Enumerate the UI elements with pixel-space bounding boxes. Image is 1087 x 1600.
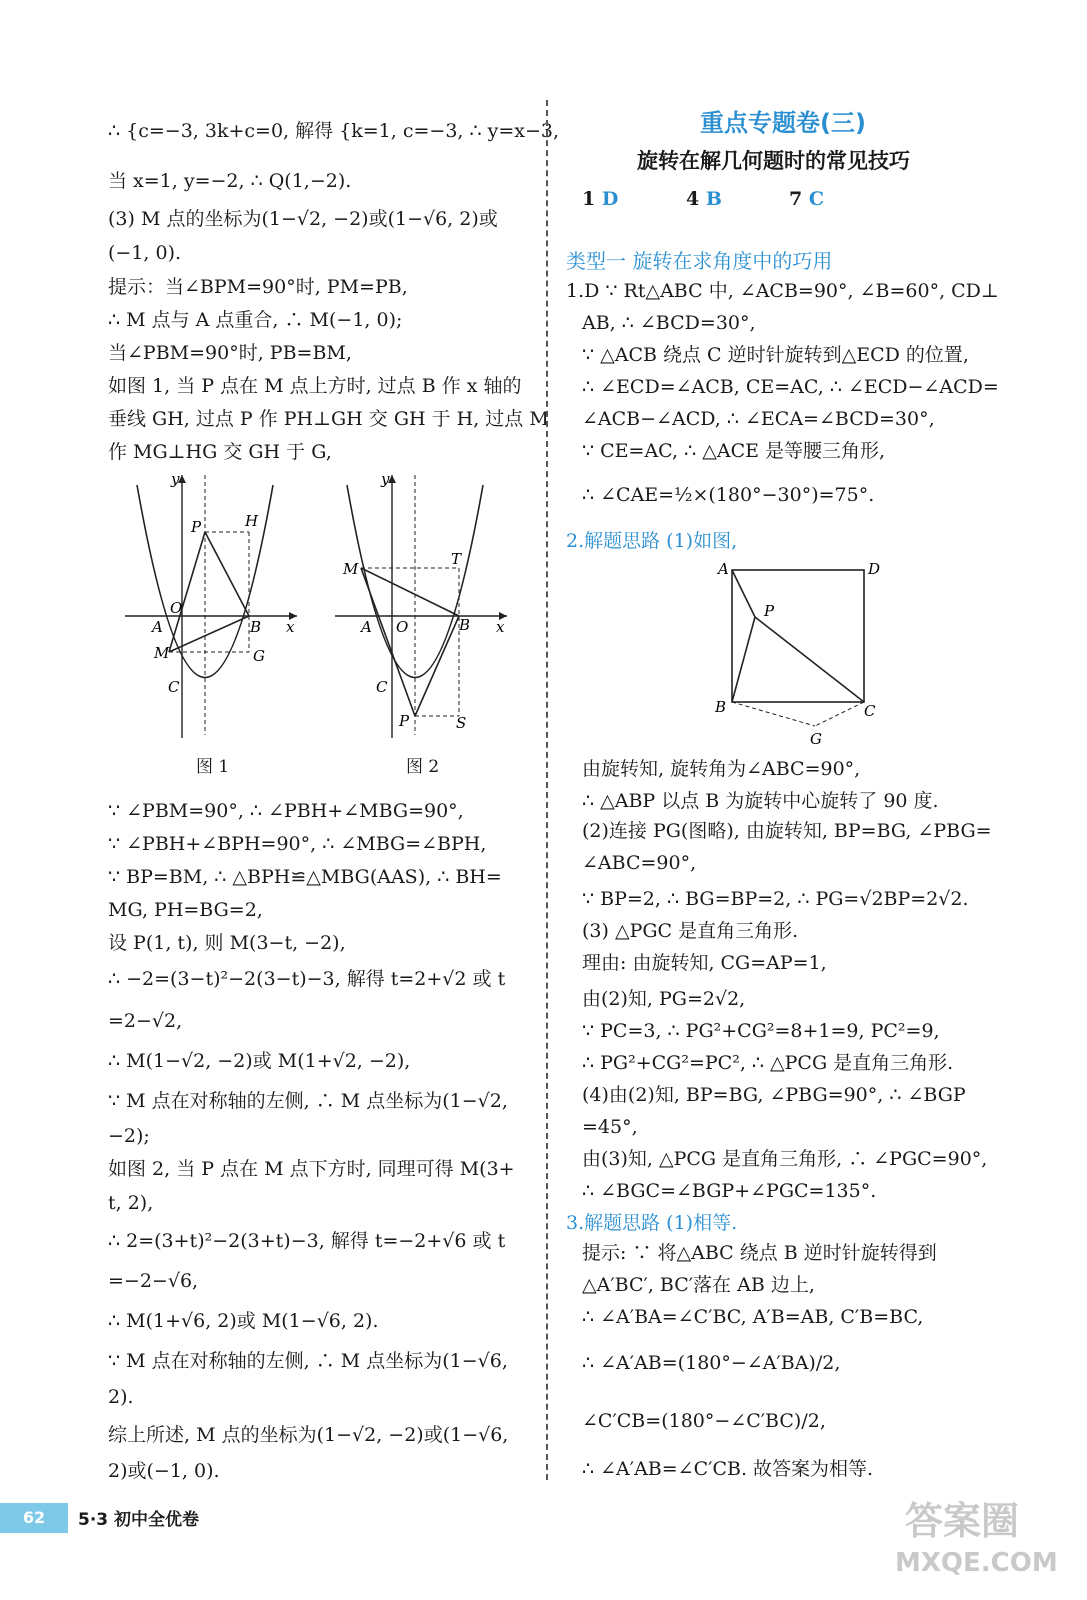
- watermark-logo: 答案圈: [905, 1499, 1020, 1543]
- answer-number: 4: [686, 188, 700, 210]
- text-line: =2−√2,: [108, 1010, 183, 1032]
- text-line: (3) M 点的坐标为(1−√2, −2)或(1−√6, 2)或: [108, 208, 498, 230]
- svg-text:C: C: [864, 702, 876, 720]
- text-line: ∴ ∠A′BA=∠C′BC, A′B=AB, C′B=BC,: [582, 1306, 924, 1328]
- svg-text:T: T: [451, 550, 462, 568]
- section-heading: 类型一 旋转在求角度中的巧用: [566, 249, 833, 273]
- answer-item: [582, 188, 618, 210]
- svg-text:y: y: [171, 470, 180, 488]
- text-line: =−2−√6,: [108, 1270, 199, 1292]
- svg-text:B: B: [459, 616, 471, 634]
- text-line: ∵ PC=3, ∴ PG²+CG²=8+1=9, PC²=9,: [582, 1020, 940, 1042]
- figure-1: [125, 470, 305, 740]
- svg-text:x: x: [496, 618, 505, 636]
- svg-text:x: x: [286, 618, 295, 636]
- answer-item: [686, 188, 722, 210]
- svg-text:C: C: [376, 678, 388, 696]
- svg-text:O: O: [396, 618, 409, 636]
- svg-text:M: M: [154, 644, 170, 662]
- text-line: −2);: [108, 1125, 150, 1147]
- text-line: ∴ △ABP 以点 B 为旋转中心旋转了 90 度.: [582, 790, 939, 812]
- text-line: 由(2)知, PG=2√2,: [582, 988, 746, 1010]
- text-line: ∴ ∠A′AB=(180°−∠A′BA)/2,: [582, 1352, 841, 1374]
- text-line: ∴ M(1−√2, −2)或 M(1+√2, −2),: [108, 1050, 411, 1072]
- square-figure: [710, 556, 890, 751]
- answer-item: [789, 188, 824, 210]
- text-line: ∵ M 点在对称轴的左侧, ∴ M 点坐标为(1−√6,: [108, 1350, 508, 1372]
- text-line: MG, PH=BG=2,: [108, 899, 263, 921]
- text-line: 垂线 GH, 过点 P 作 PH⊥GH 交 GH 于 H, 过点 M: [108, 408, 549, 430]
- svg-text:P: P: [191, 518, 202, 536]
- answer-letter: C: [808, 188, 824, 210]
- svg-text:A: A: [361, 618, 372, 636]
- text-line: ∵ BP=BM, ∴ △BPH≌△MBG(AAS), ∴ BH=: [108, 866, 502, 888]
- column-divider: [546, 100, 548, 1480]
- svg-text:G: G: [253, 647, 265, 665]
- svg-text:B: B: [715, 698, 727, 716]
- text-line: (3) △PGC 是直角三角形.: [582, 920, 799, 942]
- svg-text:O: O: [170, 599, 183, 617]
- svg-text:C: C: [168, 678, 180, 696]
- section-subtitle: 旋转在解几何题时的常见技巧: [637, 149, 910, 173]
- answer-letter: D: [601, 188, 619, 210]
- text-line: 2)或(−1, 0).: [108, 1460, 220, 1482]
- text-line: ∵ ∠PBM=90°, ∴ ∠PBH+∠MBG=90°,: [108, 800, 464, 822]
- svg-text:B: B: [250, 618, 262, 636]
- svg-text:P: P: [764, 602, 775, 620]
- svg-text:P: P: [399, 712, 410, 730]
- text-line: 当∠PBM=90°时, PB=BM,: [108, 342, 352, 364]
- text-line: ∠ACB−∠ACD, ∴ ∠ECA=∠BCD=30°,: [582, 408, 935, 430]
- answer-number: 1: [582, 188, 596, 210]
- text-line: 提示：当∠BPM=90°时, PM=PB,: [108, 276, 408, 298]
- text-line: 3.解题思路 (1)相等.: [566, 1212, 738, 1234]
- text-line: ∴ 2=(3+t)²−2(3+t)−3, 解得 t=−2+√6 或 t: [108, 1230, 506, 1252]
- svg-text:A: A: [718, 560, 729, 578]
- text-line: ∠ABC=90°,: [582, 852, 697, 874]
- text-line: AB, ∴ ∠BCD=30°,: [582, 312, 756, 334]
- text-line: 当 x=1, y=−2, ∴ Q(1,−2).: [108, 170, 352, 192]
- text-line: ∵ BP=2, ∴ BG=BP=2, ∴ PG=√2BP=2√2.: [582, 888, 969, 910]
- section-title: 重点专题卷(三): [700, 109, 866, 137]
- text-line: ∴ ∠CAE=½×(180°−30°)=75°.: [582, 484, 875, 506]
- svg-text:S: S: [456, 714, 467, 732]
- text-line: △A′BC′, BC′落在 AB 边上,: [582, 1274, 815, 1296]
- text-line: ∵ ∠PBH+∠BPH=90°, ∴ ∠MBG=∠BPH,: [108, 833, 487, 855]
- text-line: 如图 2, 当 P 点在 M 点下方时, 同理可得 M(3+: [108, 1158, 515, 1180]
- text-line: ∵ CE=AC, ∴ △ACE 是等腰三角形,: [582, 440, 886, 462]
- watermark-url: MXQE.COM: [895, 1548, 1058, 1578]
- svg-text:A: A: [152, 618, 163, 636]
- text-line: 设 P(1, t), 则 M(3−t, −2),: [108, 932, 346, 954]
- text-line: ∴ −2=(3−t)²−2(3−t)−3, 解得 t=2+√2 或 t: [108, 968, 506, 990]
- text-line: 2.解题思路 (1)如图,: [566, 530, 738, 552]
- book-brand: 5·3 初中全优卷: [78, 1510, 200, 1530]
- text-line: 2).: [108, 1386, 134, 1408]
- text-line: ∵ M 点在对称轴的左侧, ∴ M 点坐标为(1−√2,: [108, 1090, 508, 1112]
- text-line: (4)由(2)知, BP=BG, ∠PBG=90°, ∴ ∠BGP: [582, 1084, 966, 1106]
- figure-2: [335, 470, 515, 740]
- text-line: ∠C′CB=(180°−∠C′BC)/2,: [582, 1410, 826, 1432]
- answer-letter: B: [705, 188, 722, 210]
- svg-text:M: M: [343, 560, 359, 578]
- text-line: 综上所述, M 点的坐标为(1−√2, −2)或(1−√6,: [108, 1424, 509, 1446]
- text-line: 理由: 由旋转知, CG=AP=1,: [582, 952, 827, 974]
- text-line: 由(3)知, △PCG 是直角三角形, ∴ ∠PGC=90°,: [582, 1148, 988, 1170]
- svg-text:G: G: [810, 730, 822, 748]
- text-line: 作 MG⊥HG 交 GH 于 G,: [108, 441, 332, 463]
- svg-text:D: D: [868, 560, 881, 578]
- page-number: 62: [0, 1503, 68, 1533]
- svg-text:H: H: [245, 512, 259, 530]
- text-line: ∴ M(1+√6, 2)或 M(1−√6, 2).: [108, 1310, 379, 1332]
- text-line: ∵ △ACB 绕点 C 逆时针旋转到△ECD 的位置,: [582, 344, 969, 366]
- text-line: t, 2),: [108, 1192, 154, 1214]
- text-line: 由旋转知, 旋转角为∠ABC=90°,: [582, 758, 861, 780]
- figure-2-caption: 图 2: [406, 757, 440, 777]
- text-line: ∴ ∠BGC=∠BGP+∠PGC=135°.: [582, 1180, 877, 1202]
- text-line: ∴ ∠ECD=∠ACB, CE=AC, ∴ ∠ECD−∠ACD=: [582, 376, 999, 398]
- text-line: 提示: ∵ 将△ABC 绕点 B 逆时针旋转得到: [582, 1242, 937, 1264]
- svg-text:y: y: [381, 470, 390, 488]
- answer-number: 7: [789, 188, 803, 210]
- text-line: ∴ ∠A′AB=∠C′CB. 故答案为相等.: [582, 1458, 874, 1480]
- text-line: =45°,: [582, 1116, 638, 1138]
- text-line: ∴ {c=−3, 3k+c=0, 解得 {k=1, c=−3, ∴ y=x−3,: [108, 120, 560, 142]
- figure-1-caption: 图 1: [196, 757, 230, 777]
- text-line: (2)连接 PG(图略), 由旋转知, BP=BG, ∠PBG=: [582, 820, 992, 842]
- text-line: ∴ M 点与 A 点重合, ∴ M(−1, 0);: [108, 309, 403, 331]
- text-line: (−1, 0).: [108, 242, 182, 264]
- text-line: 1.D ∵ Rt△ABC 中, ∠ACB=90°, ∠B=60°, CD⊥: [566, 280, 999, 302]
- text-line: 如图 1, 当 P 点在 M 点上方时, 过点 B 作 x 轴的: [108, 375, 522, 397]
- text-line: ∴ PG²+CG²=PC², ∴ △PCG 是直角三角形.: [582, 1052, 954, 1074]
